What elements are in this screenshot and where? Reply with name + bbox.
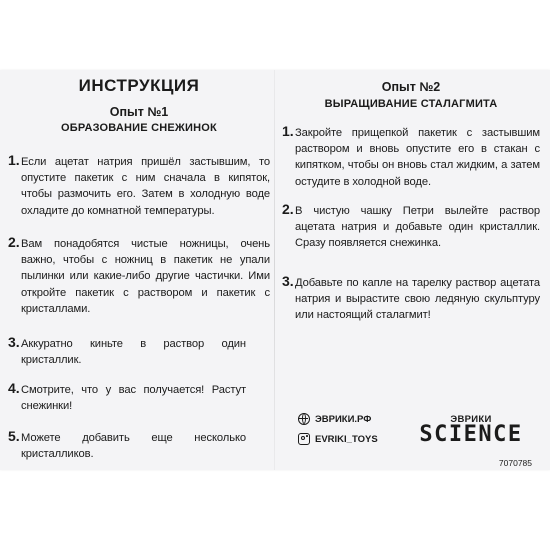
experiment-2-number: Опыт №2	[381, 80, 441, 94]
step-3	[282, 275, 540, 324]
instruction-sheet	[0, 70, 550, 470]
step-2	[282, 203, 540, 252]
experiment-2-name: ВЫРАЩИВАНИЕ СТАЛАГМИТА	[324, 98, 498, 110]
website-text: ЭВРИКИ.РФ	[315, 413, 372, 425]
step-number: 2.	[282, 201, 294, 217]
step-number: 1.	[8, 152, 20, 168]
step-1	[8, 154, 270, 219]
step-text: Вам понадобятся чистые ножницы, очень важно, чтобы с ножниц в пакетик не упали пылинки или какие-либо другие частички. Ими откройте пакетик с раствором и пакетик с кристаллами.	[21, 238, 270, 315]
step-4	[8, 382, 270, 414]
step-text: Можете добавить еще несколько кристалликов.	[21, 432, 246, 461]
brand-logo	[416, 414, 526, 447]
logo-top-text: ЭВРИКИ	[450, 414, 492, 425]
step-text: Аккуратно киньте в раствор один кристаллик.	[21, 338, 246, 367]
instagram-link[interactable]	[298, 433, 378, 445]
step-number: 4.	[8, 380, 20, 396]
step-text: Добавьте по капле на тарелку раствор ацетата натрия и вырастите свою ледяную скульптуру или настоящий сталагмит!	[295, 277, 540, 322]
step-text: Если ацетат натрия пришёл застывшим, то опустите пакетик с ним сначала в кипяток, чтобы размочить его. Затем в холодную воде охладите до комнатной температуры.	[21, 156, 270, 217]
main-title: ИНСТРУКЦИЯ	[78, 76, 200, 95]
instagram-text: EVRIKI_TOYS	[315, 433, 378, 445]
step-text: Закройте прищепкой пакетик с застывшим раствором и вновь опустите его в стакан с кипятком, чтобы он вновь стал жидким, а затем остудите в холодной воде.	[295, 127, 540, 188]
step-5	[8, 430, 270, 462]
step-number: 3.	[282, 273, 294, 289]
logo-main-text: SCIENCE	[419, 422, 523, 447]
step-text: Смотрите, что у вас получается! Растут снежинки!	[21, 384, 246, 413]
step-text: В чистую чашку Петри вылейте раствор ацетата натрия и добавьте один кристаллик. Сразу появляется снежинка.	[295, 205, 540, 250]
step-number: 5.	[8, 428, 20, 444]
experiment-1-number: Опыт №1	[109, 105, 169, 119]
article-number: 7070785	[498, 458, 532, 468]
website-link[interactable]	[298, 413, 371, 425]
fold-line	[274, 70, 275, 470]
step-3	[8, 336, 270, 368]
step-2	[8, 236, 270, 317]
step-number: 1.	[282, 123, 294, 139]
step-number: 2.	[8, 234, 20, 250]
experiment-1-name: ОБРАЗОВАНИЕ СНЕЖИНОК	[61, 122, 217, 134]
globe-icon	[298, 413, 310, 425]
step-1	[282, 125, 540, 190]
instagram-icon	[298, 433, 310, 445]
step-number: 3.	[8, 334, 20, 350]
